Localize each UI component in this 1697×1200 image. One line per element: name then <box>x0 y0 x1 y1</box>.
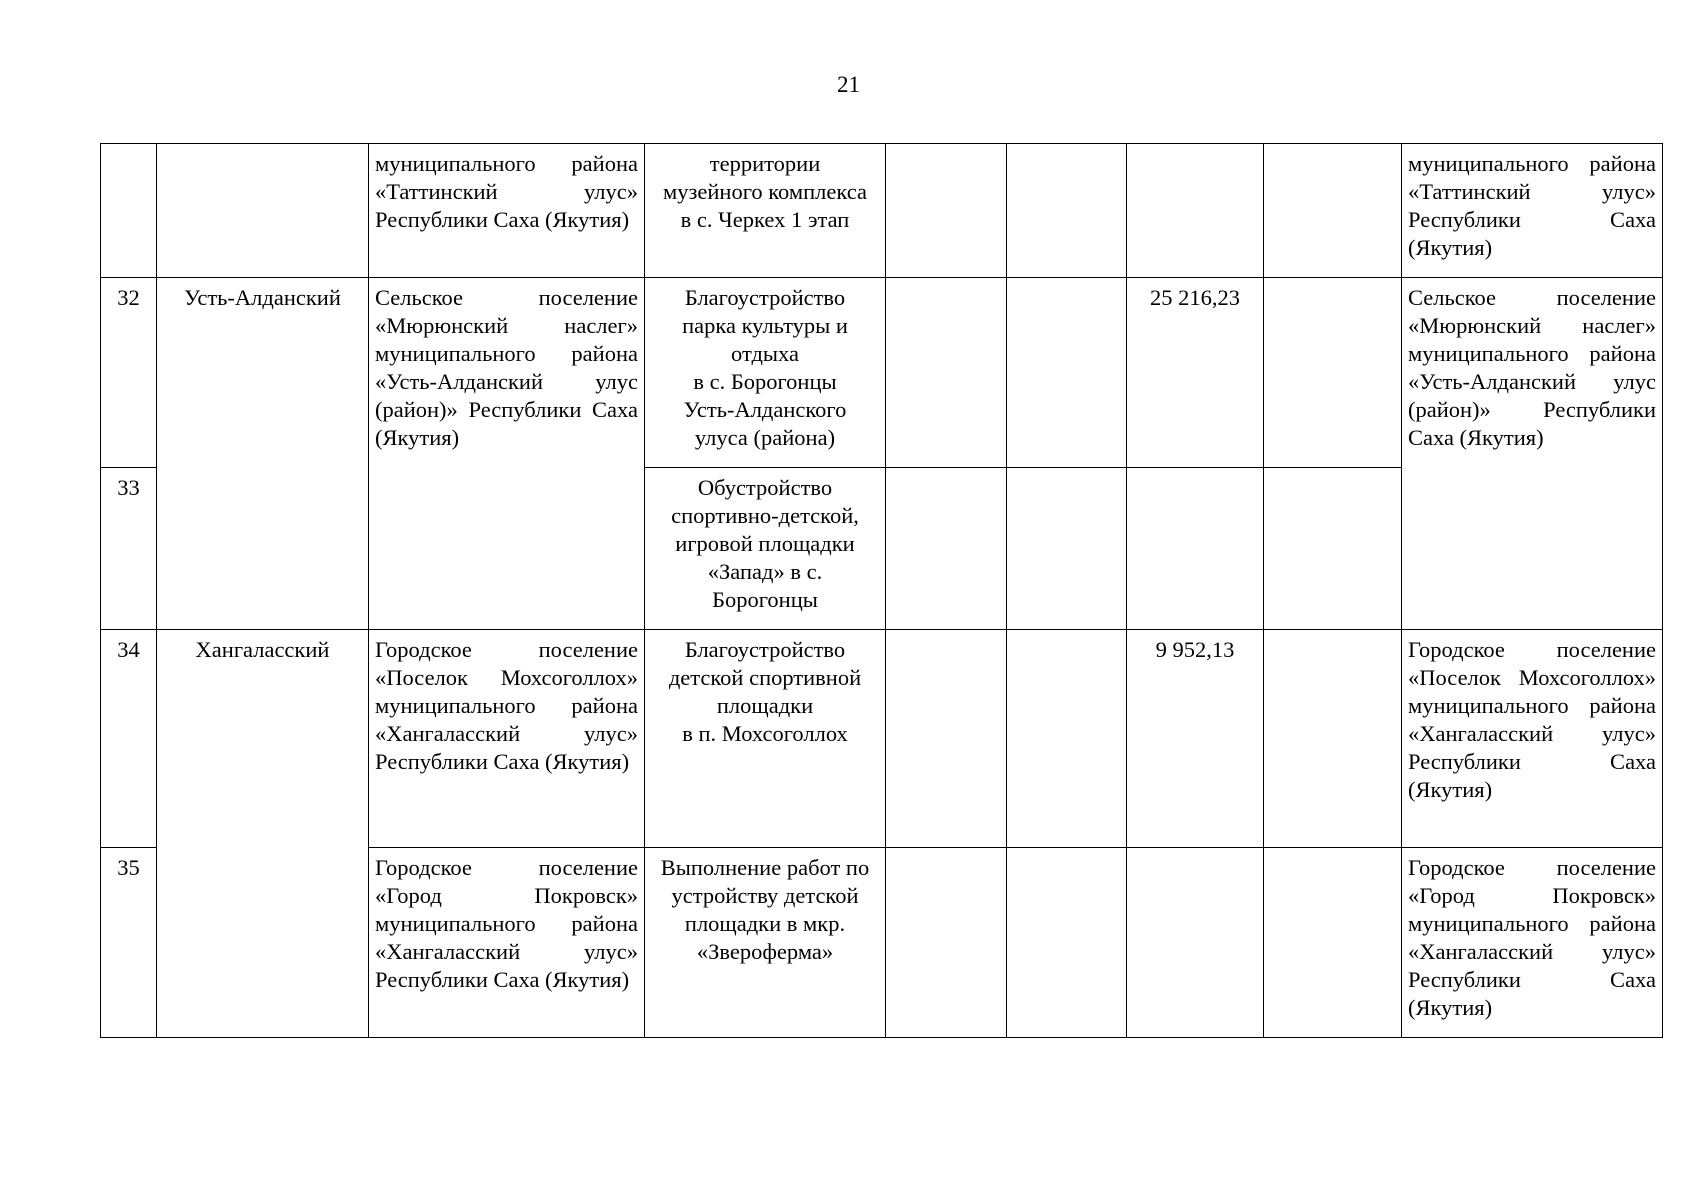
empty-cell <box>1264 468 1402 630</box>
empty-cell <box>1264 144 1402 278</box>
amount-cell: 9 952,13 <box>1127 630 1264 848</box>
municipality-cell: муниципального района «Таттинский улус» Республики Саха (Якутия) <box>369 144 645 278</box>
object-cell: Благоустройство детской спортивной площадки в п. Мохсоголлох <box>645 630 886 848</box>
recipient-cell: Сельское поселение «Мюрюнский наслег» муниципального района «Усть-Алданский улус (район)» Республики Саха (Якутия) <box>1402 278 1663 630</box>
empty-cell <box>1264 630 1402 848</box>
data-table <box>100 143 1663 1038</box>
row-number: 35 <box>101 848 157 1038</box>
empty-cell <box>1007 144 1127 278</box>
municipality-cell: Городское поселение «Поселок Мохсоголлох» муниципального района «Хангаласский улус» Республики Саха (Якутия) <box>369 630 645 848</box>
object-cell: территории музейного комплекса в с. Черкех 1 этап <box>645 144 886 278</box>
recipient-cell: Городское поселение «Город Покровск» муниципального района «Хангаласский улус» Республики Саха (Якутия) <box>1402 848 1663 1038</box>
row-number: 32 <box>101 278 157 468</box>
empty-cell <box>1007 630 1127 848</box>
table-row <box>101 630 1663 848</box>
empty-cell <box>1007 468 1127 630</box>
empty-cell <box>886 144 1007 278</box>
empty-cell <box>1264 278 1402 468</box>
district-cell: Хангаласский <box>157 630 369 1038</box>
table-row <box>101 144 1663 278</box>
empty-cell <box>1127 848 1264 1038</box>
amount-cell <box>1127 144 1264 278</box>
empty-cell <box>886 630 1007 848</box>
object-cell: Выполнение работ по устройству детской площадки в мкр. «Звероферма» <box>645 848 886 1038</box>
amount-cell: 25 216,23 <box>1127 278 1264 468</box>
row-number: 34 <box>101 630 157 848</box>
row-number: 33 <box>101 468 157 630</box>
municipality-cell: Городское поселение «Город Покровск» муниципального района «Хангаласский улус» Республики Саха (Якутия) <box>369 848 645 1038</box>
empty-cell <box>1127 468 1264 630</box>
recipient-cell: Городское поселение «Поселок Мохсоголлох» муниципального района «Хангаласский улус» Республики Саха (Якутия) <box>1402 630 1663 848</box>
empty-cell <box>886 278 1007 468</box>
district-cell: Усть-Алданский <box>157 278 369 630</box>
municipality-cell: Сельское поселение «Мюрюнский наслег» муниципального района «Усть-Алданский улус (район)» Республики Саха (Якутия) <box>369 278 645 630</box>
recipient-cell: муниципального района «Таттинский улус» Республики Саха (Якутия) <box>1402 144 1663 278</box>
empty-cell <box>1264 848 1402 1038</box>
empty-cell <box>886 468 1007 630</box>
page-number: 21 <box>837 72 860 97</box>
district-cell <box>157 144 369 278</box>
table-row <box>101 278 1663 468</box>
object-cell: Обустройство спортивно-детской, игровой площадки «Запад» в с. Борогонцы <box>645 468 886 630</box>
empty-cell <box>886 848 1007 1038</box>
empty-cell <box>1007 848 1127 1038</box>
empty-cell <box>1007 278 1127 468</box>
row-number <box>101 144 157 278</box>
object-cell: Благоустройство парка культуры и отдыха в с. Борогонцы Усть-Алданского улуса (района) <box>645 278 886 468</box>
